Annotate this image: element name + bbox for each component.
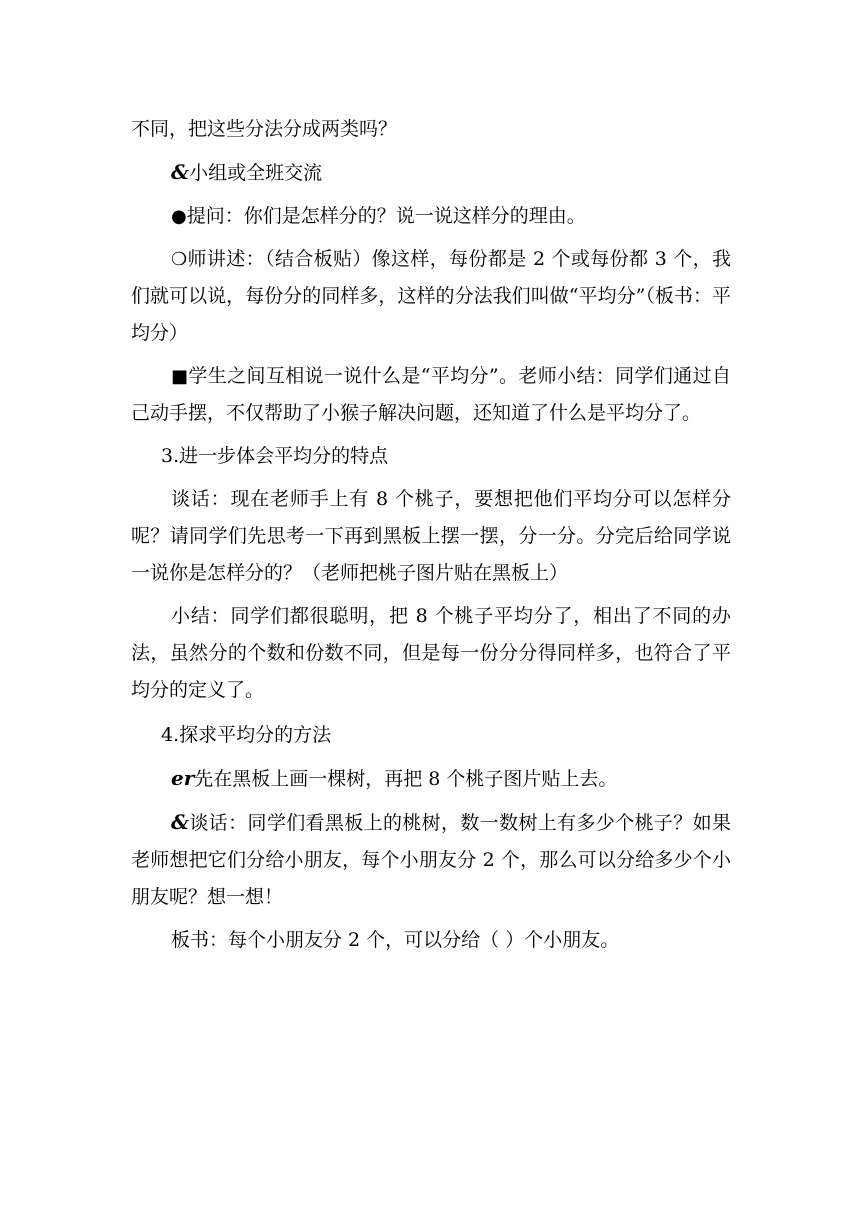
paragraph-2-text: 小组或全班交流 <box>189 162 323 184</box>
paragraph-7-text: 谈话：现在老师手上有 8 个桃子，要想把他们平均分可以怎样分呢？请同学们先思考一下再到黑板上摆一摆，分一分。分完后给同学说一说你是怎样分的？（老师把桃子图片贴在黑板上） <box>131 488 731 584</box>
script-er-bullet-icon: er <box>171 766 195 790</box>
paragraph-12 <box>131 922 731 959</box>
paragraph-5-text: 学生之间互相说一说什么是“平均分”。老师小结：同学们通过自己动手摆，不仅帮助了小猴子解决问题，还知道了什么是平均分了。 <box>131 365 731 424</box>
paragraph-1 <box>131 111 731 148</box>
paragraph-10 <box>131 760 731 798</box>
paragraph-1-text: 不同，把这些分法分成两类吗？ <box>131 118 398 140</box>
paragraph-12-text: 板书：每个小朋友分 2 个，可以分给（ ）个小朋友。 <box>171 929 620 951</box>
paragraph-11 <box>131 804 731 916</box>
paragraph-2 <box>131 154 731 192</box>
paragraph-10-text: 先在黑板上画一棵树，再把 8 个桃子图片贴上去。 <box>194 768 618 790</box>
paragraph-4-text: 师讲述：（结合板贴）像这样，每份都是 2 个或每份都 3 个，我们就可以说，每份分的同样多，这样的分法我们叫做“平均分”（板书：平均分） <box>131 248 731 344</box>
document-body <box>131 111 731 959</box>
paragraph-4 <box>131 241 731 352</box>
section-heading-4 <box>131 717 731 754</box>
paragraph-7 <box>131 481 731 592</box>
shadowed-circle-bullet-icon: ❍ <box>171 249 188 270</box>
ampersand-bullet-icon: & <box>171 810 190 834</box>
paragraph-11-text: 谈话：同学们看黑板上的桃树，数一数树上有多少个桃子？如果老师想把它们分给小朋友，每个小朋友分 2 个，那么可以分给多少个小朋友呢？想一想！ <box>131 812 731 908</box>
paragraph-3 <box>131 198 731 235</box>
paragraph-3-text: 提问：你们是怎样分的？说一说这样分的理由。 <box>186 205 586 227</box>
paragraph-5 <box>131 358 731 432</box>
ampersand-bullet-icon: & <box>171 160 190 184</box>
filled-square-bullet-icon: ■ <box>171 366 189 387</box>
section-heading-4-text: 4.探求平均分的方法 <box>161 724 332 746</box>
paragraph-8 <box>131 598 731 709</box>
section-heading-3-text: 3.进一步体会平均分的特点 <box>161 445 389 467</box>
paragraph-8-text: 小结：同学们都很聪明，把 8 个桃子平均分了，相出了不同的办法，虽然分的个数和份数不同，但是每一份分分得同样多，也符合了平均分的定义了。 <box>131 605 731 701</box>
filled-circle-bullet-icon: ● <box>171 206 187 227</box>
section-heading-3 <box>131 438 731 475</box>
